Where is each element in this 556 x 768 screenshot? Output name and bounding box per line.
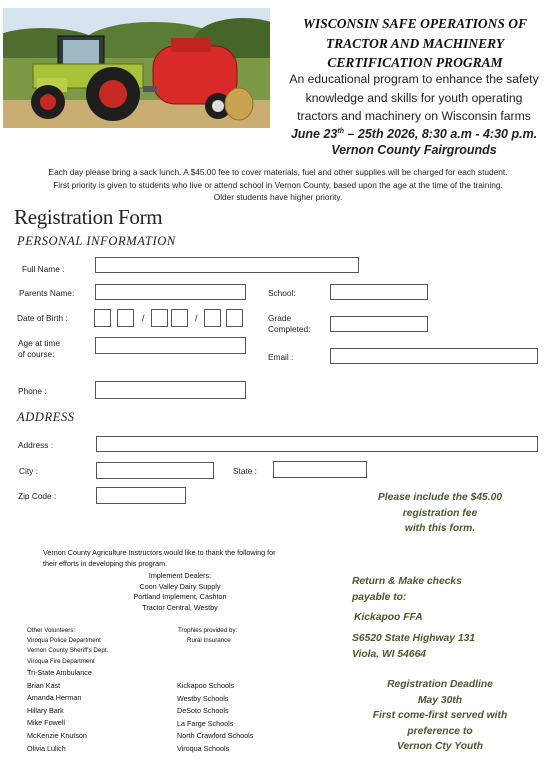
trophies-line: Trophies provided by:	[178, 627, 238, 634]
registration-deadline	[350, 677, 530, 755]
intro-line: Older students have higher priority.	[213, 192, 343, 203]
trophies-line: Rural Insurance	[187, 637, 231, 645]
list-item: DeSoto Schools	[177, 706, 229, 716]
fee-note	[350, 490, 530, 537]
checks-payable	[352, 574, 542, 605]
parents-name-label: Parents Name:	[19, 288, 75, 298]
checks-line: payable to:	[352, 591, 407, 603]
list-item: Mike Fowell	[27, 718, 65, 728]
full-name-field[interactable]	[95, 257, 359, 273]
tractor-photo	[3, 8, 270, 128]
list-item: Viroqua Schools	[177, 743, 230, 753]
volunteer-line: Vernon County Sheriff's Dept.	[27, 647, 109, 655]
dealer-line: Tractor Central, Westby	[142, 602, 218, 612]
list-item: Tri-State Ambulance	[27, 668, 92, 677]
thanks-line: Vernon County Agriculture Instructors would like to thank the following for	[43, 548, 276, 557]
thanks-text	[43, 548, 333, 569]
checks-line: Return & Make checks	[352, 576, 462, 587]
address-line: Viola, WI 54664	[352, 648, 427, 660]
list-item: Brian Kast	[27, 680, 61, 690]
parents-name-field[interactable]	[95, 284, 246, 300]
phone-field[interactable]	[95, 381, 246, 399]
zip-label: Zip Code :	[18, 491, 57, 501]
trophies	[178, 626, 298, 646]
deadline-line: Registration Deadline	[387, 679, 493, 690]
intro-line: Each day please bring a sack lunch. A $45.00 fee to cover materials, fuel and other supplies will be charged for each student.	[48, 167, 508, 177]
state-field[interactable]	[273, 461, 367, 478]
subtitle-line: An educational program to enhance the safety	[289, 72, 539, 86]
deadline-line: First come-first served with	[372, 710, 508, 721]
list-item: McKenzie Knutson	[27, 730, 87, 740]
program-title-line: WISCONSIN SAFE OPERATIONS OF	[303, 16, 527, 31]
subtitle-line: tractors and machinery on Wisconsin farms	[297, 109, 531, 123]
address-field[interactable]	[96, 436, 538, 452]
program-title-line: CERTIFICATION PROGRAM	[327, 55, 503, 70]
school-field[interactable]	[330, 284, 428, 300]
personal-info-heading: PERSONAL INFORMATION	[17, 234, 176, 248]
dob-day-digit-1[interactable]	[151, 309, 168, 327]
dob-year-digit-2[interactable]	[226, 309, 243, 327]
other-volunteers	[27, 626, 177, 667]
mailing-address	[352, 631, 542, 662]
program-title-line: TRACTOR AND MACHINERY	[325, 35, 505, 51]
school-label: School:	[268, 288, 296, 298]
list-item: La Farge Schools	[177, 718, 234, 728]
grade-label	[268, 313, 310, 335]
age-label	[18, 338, 60, 360]
dob-day-digit-2[interactable]	[171, 309, 188, 327]
deadline-line: May 30th	[417, 694, 463, 706]
dob-separator: /	[195, 313, 198, 323]
fee-note-line: with this form.	[404, 523, 476, 534]
date-range-rest: – 25th 2026, 8:30 a.m - 4:30 p.m.	[344, 127, 538, 142]
grade-label-line: Completed:	[268, 324, 311, 334]
volunteer-line: Viroqua Fire Department	[27, 657, 95, 665]
list-item: North Crawford Schools	[177, 731, 254, 741]
list-item: Kickapoo Schools	[177, 681, 235, 690]
dealer-line: Coon Valley Dairy Supply	[139, 581, 221, 591]
age-label-line: Age at time	[18, 338, 60, 348]
list-item: Amanda Herman	[27, 693, 82, 703]
implement-dealers	[60, 571, 300, 613]
age-field[interactable]	[95, 337, 246, 354]
fee-note-line: Please include the $45.00	[377, 492, 503, 503]
list-item: Olivia Lulich	[27, 743, 66, 753]
dob-year-digit-1[interactable]	[204, 309, 221, 327]
date-start-day: June 23	[290, 127, 338, 142]
email-field[interactable]	[330, 348, 538, 364]
deadline-line: Vernon Cty Youth	[397, 741, 483, 752]
tractor-illustration	[3, 8, 270, 128]
schools-list	[177, 680, 327, 756]
dob-label: Date of Birth :	[17, 313, 68, 323]
dob-separator: /	[142, 313, 145, 323]
email-label: Email :	[268, 352, 294, 362]
age-label-line: of course:	[18, 349, 55, 359]
zip-field[interactable]	[96, 487, 186, 504]
list-item: Westby Schools	[177, 693, 229, 703]
grade-label-line: Grade	[268, 313, 292, 323]
program-title	[276, 14, 554, 73]
list-item: Hillary Bark	[27, 705, 64, 715]
grade-field[interactable]	[330, 316, 428, 332]
state-label: State :	[233, 466, 257, 476]
deadline-line: preference to	[407, 725, 473, 737]
intro-text	[8, 166, 548, 204]
dealer-line: Implement Dealers:	[148, 571, 212, 580]
volunteer-list	[27, 667, 177, 755]
volunteer-line: Other Volunteers:	[27, 627, 76, 634]
city-field[interactable]	[96, 462, 214, 479]
dealer-line: Portland Implement, Cashton	[133, 592, 227, 601]
address-line: S6520 State Highway 131	[352, 633, 476, 644]
dob-month-digit-2[interactable]	[117, 309, 134, 327]
registration-form-title: Registration Form	[14, 205, 163, 229]
dob-month-digit-1[interactable]	[94, 309, 111, 327]
thanks-line: their efforts in developing this program.	[43, 558, 168, 568]
program-dates	[272, 122, 556, 144]
venue: Vernon County Fairgrounds	[331, 143, 497, 157]
volunteer-line: Viroqua Police Department	[27, 637, 101, 645]
fee-note-line: registration fee	[402, 507, 478, 519]
full-name-label: Full Name :	[22, 264, 65, 274]
intro-line: First priority is given to students who live or attend school in Vernon County, based upon the age at the time of the training.	[53, 179, 503, 190]
city-label: City :	[19, 466, 38, 476]
address-heading: ADDRESS	[17, 410, 75, 424]
payee: Kickapoo FFA	[354, 612, 423, 623]
date-start-suffix: th	[337, 128, 344, 135]
phone-label: Phone :	[18, 386, 47, 396]
address-label: Address :	[18, 440, 54, 450]
subtitle-line: knowledge and skills for youth operating	[305, 90, 523, 105]
program-subtitle	[272, 70, 556, 126]
